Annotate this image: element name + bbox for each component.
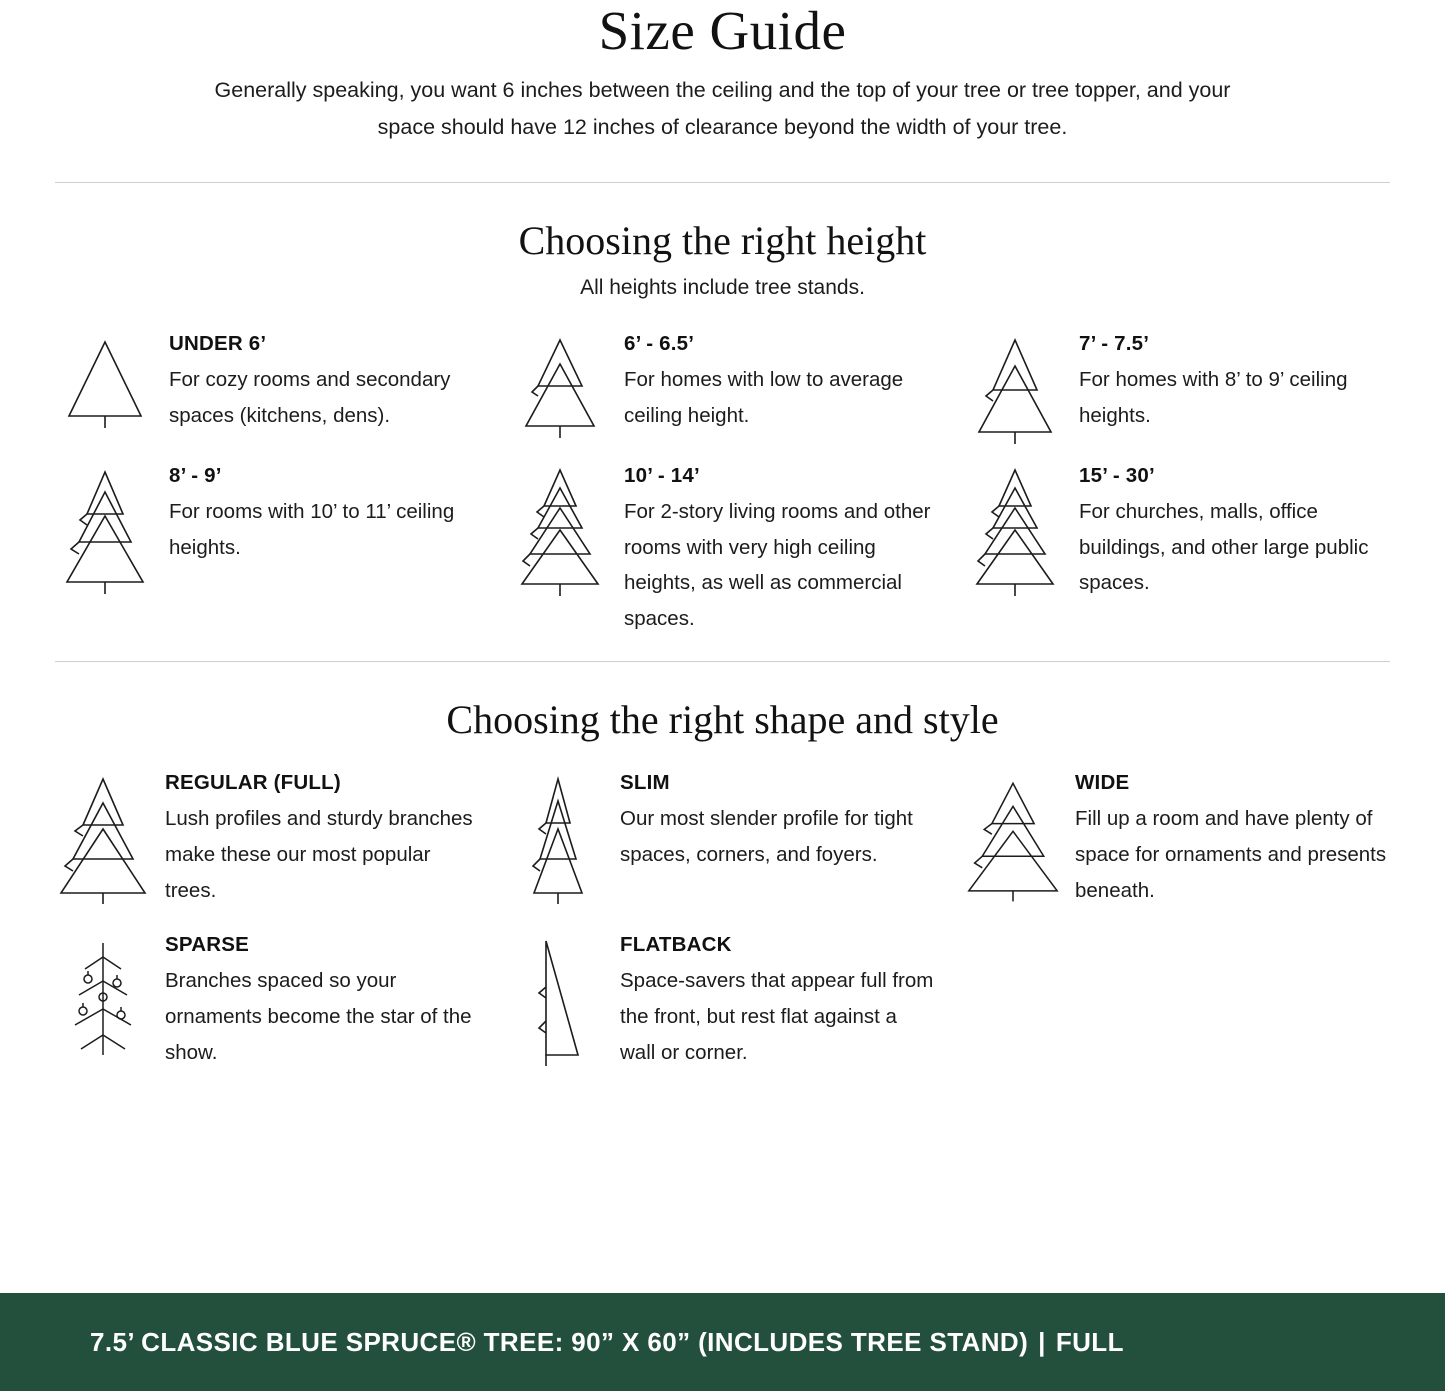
- height-option-desc: For 2-story living rooms and other rooms with very high ceiling heights, as well as commercial spaces.: [624, 499, 931, 631]
- footer-separator: |: [1038, 1326, 1046, 1357]
- tree-flatback-icon: [510, 931, 606, 1067]
- height-option-desc: For rooms with 10’ to 11’ ceiling heights.: [169, 499, 455, 559]
- shape-option-label: SLIM: [620, 771, 670, 795]
- height-option: [55, 330, 480, 452]
- height-option-label: 10’ - 14’: [624, 463, 700, 487]
- shape-option-label: WIDE: [1075, 771, 1130, 795]
- height-option-text: [624, 462, 935, 638]
- height-option: [510, 462, 935, 644]
- shape-option-label: REGULAR (FULL): [165, 771, 341, 795]
- height-option: [510, 330, 935, 452]
- page-title: Size Guide: [598, 0, 847, 61]
- footer-product-spec: 7.5’ CLASSIC BLUE SPRUCE® TREE: 90” X 60” (INCLUDES TREE STAND): [90, 1326, 1029, 1357]
- shape-grid-spacer: [965, 931, 1390, 1077]
- tree-wide-icon: [965, 769, 1061, 905]
- shape-option-desc: Our most slender profile for tight spaces, corners, and foyers.: [620, 807, 913, 867]
- tree-full-icon: [55, 769, 151, 905]
- shape-option-desc: Fill up a room and have plenty of space for ornaments and presents beneath.: [1075, 807, 1387, 902]
- shape-option-desc: Branches spaced so your ornaments become the star of the show.: [165, 968, 472, 1064]
- tree-4-tier-icon: [510, 462, 610, 598]
- height-option-text: [1079, 462, 1390, 602]
- page-subtitle: Generally speaking, you want 6 inches between the ceiling and the top of your tree or tree topper, and your space should have 12 inches of clearance beyond the width of your tree.: [214, 77, 1231, 139]
- shape-option-label: SPARSE: [165, 932, 249, 956]
- height-option-text: [1079, 330, 1390, 434]
- shape-option: [55, 769, 480, 915]
- height-section-title: Choosing the right height: [518, 217, 927, 263]
- height-option-text: [169, 330, 480, 434]
- height-option-desc: For homes with low to average ceiling height.: [624, 367, 904, 427]
- shape-option-text: [1075, 769, 1390, 909]
- height-option-label: 6’ - 6.5’: [624, 331, 695, 355]
- height-option-desc: For churches, malls, office buildings, and other large public spaces.: [1079, 499, 1369, 595]
- tree-2-tier-icon: [510, 330, 610, 440]
- height-options-grid: [55, 330, 1390, 644]
- shape-section-title: Choosing the right shape and style: [446, 697, 999, 743]
- height-option-text: [624, 330, 935, 434]
- tree-4-tier-icon: [965, 462, 1065, 598]
- height-option-label: 7’ - 7.5’: [1079, 331, 1150, 355]
- height-option-label: 8’ - 9’: [169, 463, 222, 487]
- divider-top: [55, 182, 1390, 183]
- height-option-label: 15’ - 30’: [1079, 463, 1155, 487]
- height-section-note: All heights include tree stands.: [580, 275, 865, 299]
- shape-option-label: FLATBACK: [620, 932, 732, 956]
- tree-1-tier-icon: [55, 330, 155, 430]
- shape-option-desc: Space-savers that appear full from the front, but rest flat against a wall or corner.: [620, 968, 934, 1064]
- shape-option-text: [620, 931, 935, 1071]
- tree-sparse-icon: [55, 931, 151, 1067]
- height-option-text: [169, 462, 480, 566]
- height-option-label: UNDER 6’: [169, 331, 267, 355]
- tree-slim-icon: [510, 769, 606, 905]
- shape-option-desc: Lush profiles and sturdy branches make these our most popular trees.: [165, 807, 473, 902]
- shape-option: [55, 931, 480, 1077]
- shape-options-grid: [55, 769, 1390, 1076]
- footer-shape: FULL: [1055, 1326, 1124, 1357]
- shape-option-text: [620, 769, 935, 873]
- height-option-desc: For cozy rooms and secondary spaces (kitchens, dens).: [169, 367, 451, 427]
- shape-option: [510, 931, 935, 1077]
- height-option: [965, 462, 1390, 644]
- shape-option-text: [165, 931, 480, 1071]
- shape-option: [965, 769, 1390, 915]
- shape-option-text: [165, 769, 480, 909]
- product-footer-banner: [0, 1293, 1445, 1391]
- tree-2-tier-icon: [965, 330, 1065, 446]
- footer-text-row: [90, 1327, 1124, 1358]
- height-option: [55, 462, 480, 644]
- divider-middle: [55, 661, 1390, 662]
- tree-3-tier-icon: [55, 462, 155, 596]
- shape-option: [510, 769, 935, 915]
- height-option: [965, 330, 1390, 452]
- height-option-desc: For homes with 8’ to 9’ ceiling heights.: [1079, 367, 1348, 427]
